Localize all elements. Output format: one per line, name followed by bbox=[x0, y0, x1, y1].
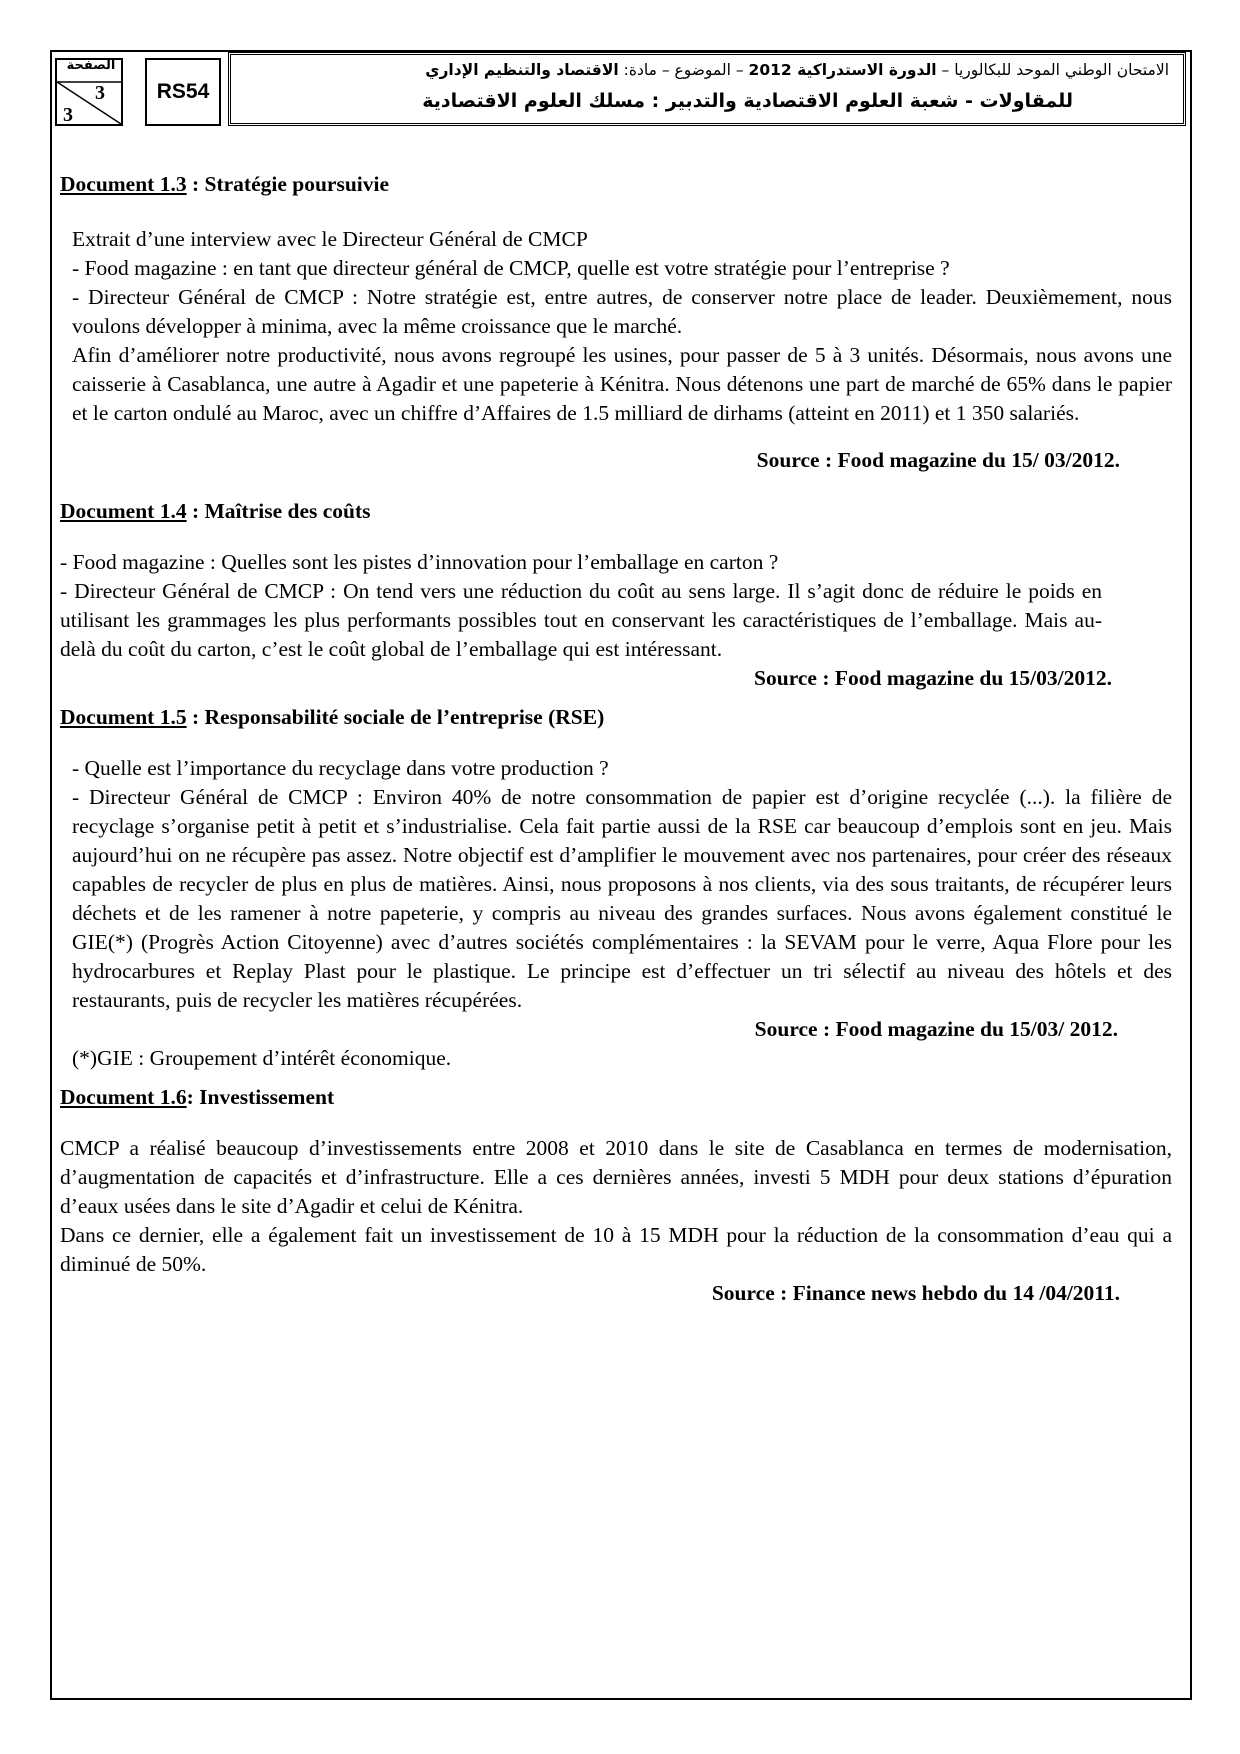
doc-1-3-question: - Food magazine : en tant que directeur général de CMCP, quelle est votre stratégie pour l’entreprise ? bbox=[72, 256, 950, 280]
title-suffix: – الموضوع – مادة: bbox=[618, 61, 749, 79]
doc-1-3-answer: - Directeur Général de CMCP : Notre stratégie est, entre autres, de conserver notre place de leader. Deuxièmement, nous voulons développer à minima, avec la même croissance que le marché. bbox=[72, 285, 1172, 338]
page-label: الصفحة bbox=[66, 58, 116, 73]
doc-1-4-source: Source : Food magazine du 15/03/2012. bbox=[754, 666, 1112, 690]
title-prefix: الامتحان الوطني الموحد للبكالوريا – bbox=[936, 61, 1169, 79]
page-total: 3 bbox=[63, 104, 73, 126]
doc-1-6-heading bbox=[60, 1083, 1172, 1112]
doc-1-4-answer: - Directeur Général de CMCP : On tend vers une réduction du coût au sens large. Il s’agit donc de réduire le poids en utilisant les grammages les plus performants possibles tout en conservant les caractéristiques de l’emballage. Mais au-delà du coût du carton, c’est le coût global de l’emballage qui est intéressant. bbox=[60, 579, 1102, 661]
page-number-box bbox=[55, 58, 123, 126]
exam-code: RS54 bbox=[145, 58, 221, 126]
doc-1-4-heading bbox=[60, 497, 1172, 526]
doc-1-3-answer-cont: Afin d’améliorer notre productivité, nous avons regroupé les usines, pour passer de 5 à 3 unités. Désormais, nous avons une caisserie à Casablanca, une autre à Agadir et une papeterie à Kénitra. Nous détenons une part de marché de 65% dans le papier et le carton ondulé au Maroc, avec un chiffre d’Affaires de 1.5 milliard de dirhams (atteint en 2011) et 1 350 salariés. bbox=[72, 343, 1172, 425]
doc-1-6-para1: CMCP a réalisé beaucoup d’investissements entre 2008 et 2010 dans le site de Casablanca en termes de modernisation, d’augmentation de capacités et d’infrastructure. Elle a ces dernières années, investi 5 MDH pour deux stations d’épuration d’eaux usées dans le site d’Agadir et celui de Kénitra. bbox=[60, 1136, 1172, 1218]
doc-1-3-heading bbox=[60, 170, 1172, 199]
doc-1-5-answer: - Directeur Général de CMCP : Environ 40% de notre consommation de papier est d’origine recyclée (...). la filière de recyclage s’organise petit à petit et s’industrialise. Cela fait partie aussi de la RSE car beaucoup d’emplois sont en jeu. Mais aujourd’hui on ne récupère pas assez. Notre objectif est d’amplifier le mouvement avec nos partenaires, pour créer des réseaux capables de recycler de plus en plus de matières. Ainsi, nous proposons à nos clients, via des sous traitants, de récupérer leurs déchets et de les ramener à notre papeterie, y compris au niveau des grandes surfaces. Nous avons également constitué le GIE(*) (Progrès Action Citoyenne) avec d’autres sociétés complémentaires : la SEVAM pour le verre, Aqua Flore pour les hydrocarbures et Replay Plast pour le plastique. Le principe est d’effectuer un tri sélectif au niveau des hôtels et des restaurants, puis de recycler les matières récupérées. bbox=[72, 785, 1172, 1012]
doc-1-5-source: Source : Food magazine du 15/03/ 2012. bbox=[754, 1017, 1118, 1041]
title-session: الدورة الاستدراكية 2012 bbox=[748, 61, 937, 79]
document-content bbox=[60, 170, 1172, 1308]
doc-number: Document 1.5 bbox=[60, 705, 187, 729]
doc-1-5-question: - Quelle est l’importance du recyclage dans votre production ? bbox=[72, 756, 609, 780]
title-subject: الاقتصاد والتنظيم الإداري bbox=[425, 61, 619, 79]
exam-title-line1 bbox=[425, 61, 1169, 79]
doc-number: Document 1.3 bbox=[60, 172, 187, 196]
doc-1-4-question: - Food magazine : Quelles sont les pistes d’innovation pour l’emballage en carton ? bbox=[60, 550, 779, 574]
doc-1-6-source: Source : Finance news hebdo du 14 /04/2011. bbox=[711, 1281, 1120, 1305]
page-number: 3 bbox=[95, 82, 105, 104]
doc-1-3-source: Source : Food magazine du 15/ 03/2012. bbox=[756, 448, 1120, 472]
doc-title: : Stratégie poursuivie bbox=[186, 172, 390, 196]
doc-1-3-intro: Extrait d’une interview avec le Directeur Général de CMCP bbox=[72, 227, 588, 251]
doc-number: Document 1.6 bbox=[60, 1085, 187, 1109]
doc-title: : Maîtrise des coûts bbox=[186, 499, 371, 523]
doc-1-6-para2: Dans ce dernier, elle a également fait un investissement de 10 à 15 MDH pour la réduction de la consommation d’eau qui a diminué de 50%. bbox=[60, 1223, 1172, 1276]
doc-title: : Responsabilité sociale de l’entreprise (RSE) bbox=[186, 705, 605, 729]
doc-1-5-heading bbox=[60, 703, 1172, 732]
doc-title: : Investissement bbox=[186, 1085, 335, 1109]
exam-title-line2: للمقاولات - شعبة العلوم الاقتصادية والتدبير : مسلك العلوم الاقتصادية bbox=[422, 90, 1073, 112]
doc-1-5-footnote: (*)GIE : Groupement d’intérêt économique. bbox=[72, 1046, 452, 1070]
exam-title-box bbox=[228, 52, 1186, 126]
doc-number: Document 1.4 bbox=[60, 499, 187, 523]
